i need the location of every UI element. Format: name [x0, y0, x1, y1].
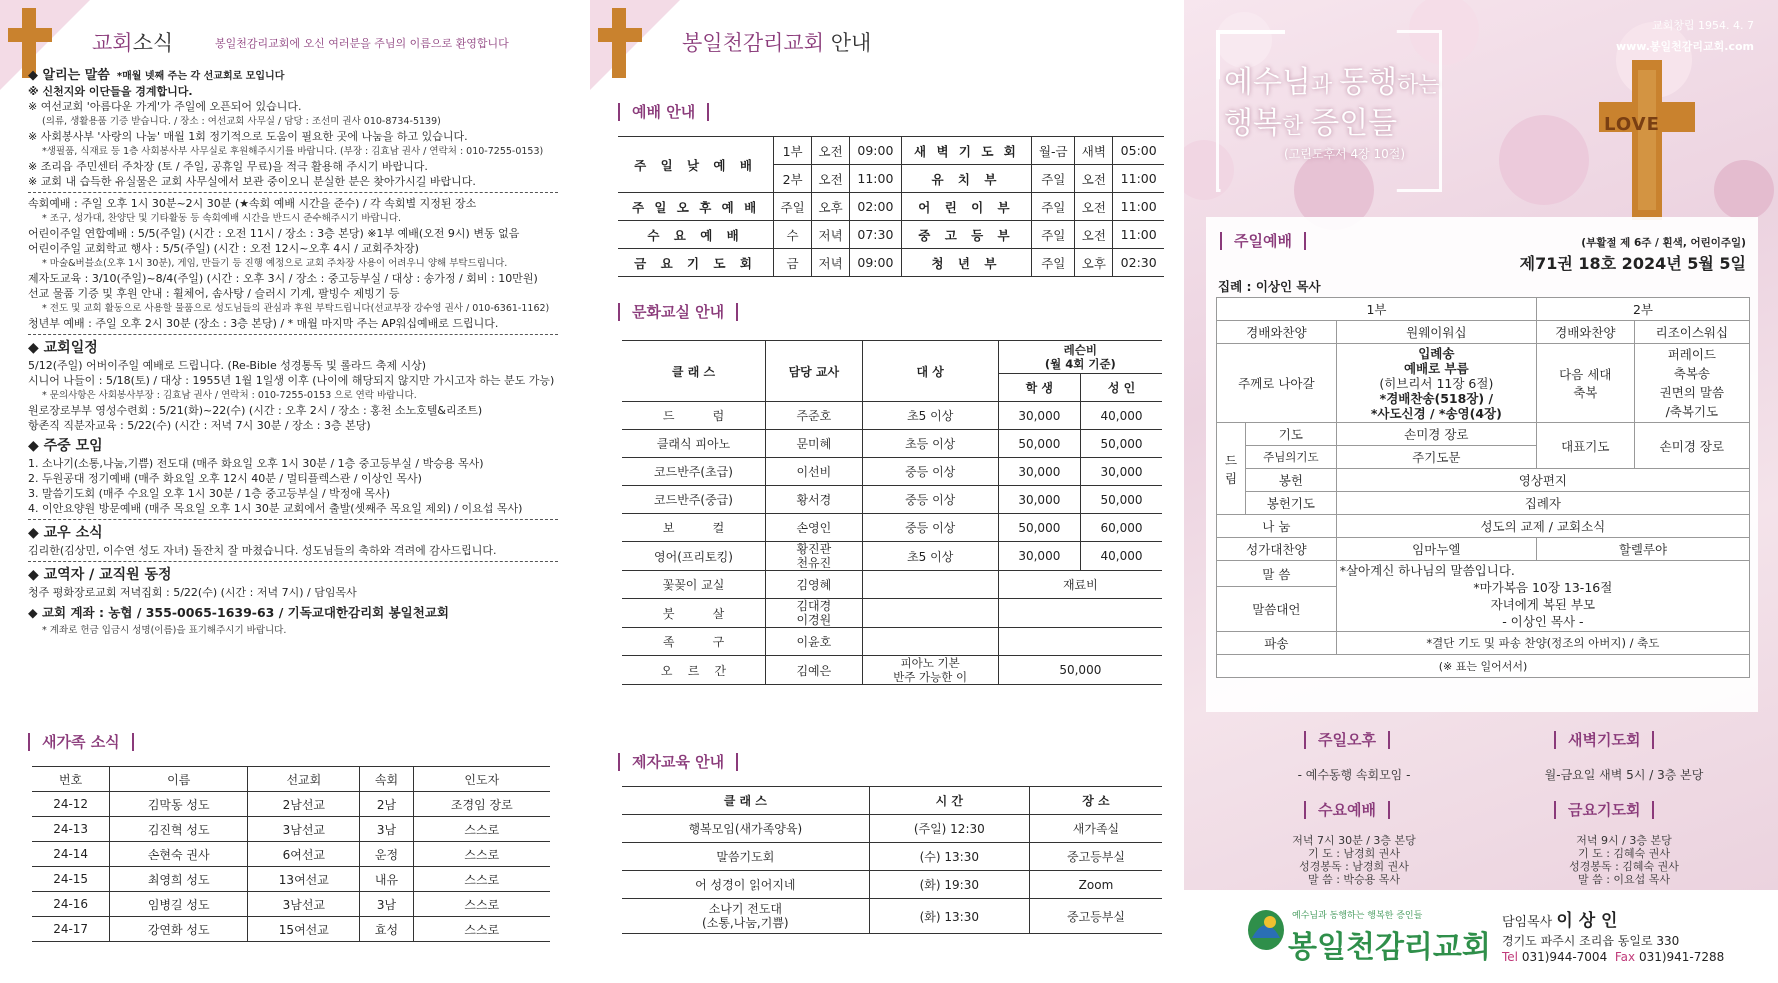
table-row: 봉헌기도 집례자 [1217, 492, 1750, 515]
wednesday-info: 저녁 7시 30분 / 3층 본당 기 도 : 남경희 권사 성경봉독 : 남경희 권사 말 씀 : 박승용 목사 [1292, 834, 1416, 886]
notice-item: 제자도교육 : 3/10(주일)~8/4(주일) (시간 : 오후 3시 / 장소 : 중고등부실 / 대상 : 송가정 / 회비 : 10만원) [28, 272, 538, 285]
table-row: 말씀기도회 (수) 13:30 중고등부실 [622, 843, 1162, 871]
love-cross-icon [1594, 60, 1704, 220]
ann-item: (의류, 생활용품 기증 받습니다. / 장소 : 여선교회 사무실 / 담당 : 조선미 권사 010-8734-5139) [42, 116, 441, 127]
weekly-item: 3. 말씀기도회 (매주 수요일 오후 1시 30분 / 1층 중고등부실 / 박정애 목사) [28, 487, 391, 500]
blessing-order: 퍼레이드 축복송 권면의 말씀 /축복기도 [1634, 344, 1749, 423]
table-row: 24-13 김진혁 성도 3남선교 3남 스스로 [32, 817, 550, 842]
account-note: * 계좌로 헌금 입금시 성명(이름)을 표기해주시기 바랍니다. [42, 625, 287, 636]
page-title: 교회소식 [92, 31, 174, 55]
table-row: 2부 오전 11:00 유 치 부 주일 오전 11:00 [618, 165, 1164, 193]
church-logo-icon [1246, 908, 1286, 952]
dawn-prayer-tag: 새벽기도회 [1554, 730, 1654, 749]
table-row: 24-17 강연화 성도 15여선교 효성 스스로 [32, 917, 550, 942]
notice-item: * 전도 및 교회 활동으로 사용할 물품으로 성도님들의 관심과 후원 부탁드립니다(선교부장 강수영 권사 / 010-6361-1162) [42, 303, 550, 314]
table-row: 파송 *결단 기도 및 파송 찬양(정조의 아버지) / 축도 [1217, 632, 1750, 655]
account-heading: ◆ 교회 계좌 : 농협 / 355-0065-1639-63 / 기독교대한감리회 봉일천교회 [28, 605, 449, 620]
table-header: 레슨비 (월 4회 기준) [998, 341, 1162, 374]
worship-order-table [1216, 297, 1750, 678]
banner-slogan: 예수님과 동행하는 행복한 증인들 (고린도후서 4장 10절) [1224, 65, 1440, 161]
divider [28, 334, 558, 335]
ann-item: ※ 신천지와 이단들을 경계합니다. [28, 85, 193, 98]
contact-info: Tel 031)944-7004 Fax 031)941-7288 [1502, 950, 1725, 964]
ann-item: ※ 조리읍 주민센터 주차장 (토 / 주일, 공휴일 무료)을 적극 활용해 주시기 바랍니다. [28, 160, 428, 173]
schedule-item: 원로장로부부 영성수련회 : 5/21(화)~22(수) (시간 : 오후 2시 / 장소 : 홍천 소노호텔&리조트) [28, 404, 483, 417]
notice-item: 선교 물품 기증 및 후원 안내 : 휠체어, 솜사탕 / 슬러시 기계, 팔빙수 제빙기 등 [28, 287, 400, 300]
divider [28, 192, 558, 193]
issue-date: 제71권 18호 2024년 5월 5일 [1519, 254, 1746, 273]
notice-item: 어린이주일 연합예배 : 5/5(주일) (시간 : 오전 11시 / 장소 : 3층 본당) ※1부 예배(오전 9시) 변동 없음 [28, 227, 520, 240]
schedule-item: 5/12(주일) 어버이주일 예배로 드립니다. (Re-Bible 성경통독 및 롤라드 축제 시상) [28, 359, 427, 372]
table-row: 성가대찬양 임마누엘 할렐루야 [1217, 538, 1750, 561]
ann-item: ※ 여선교회 '아름다운 가게'가 주일에 오픈되어 있습니다. [28, 100, 302, 113]
member-item: 김리한(김상민, 이수연 성도 자녀) 돌잔치 잘 마쳤습니다. 성도님들의 축하와 격려에 감사드립니다. [28, 544, 497, 557]
divider [28, 519, 558, 520]
disciple-class-table [622, 786, 1162, 934]
part-header: 2부 [1536, 298, 1749, 321]
ann-note: *매월 넷째 주는 각 선교회로 모입니다 [116, 71, 285, 82]
table-row: 족 구 이윤호 [622, 628, 1162, 656]
logo-slogan: 예수님과 동행하는 행복한 증인들 [1292, 911, 1423, 921]
sunday-worship-tag: 주일예배 [1220, 231, 1306, 250]
ann-item: ※ 사회봉사부 '사랑의 나눔' 매월 1회 정기적으로 도움이 필요한 곳에 나눔을 하고 있습니다. [28, 130, 468, 143]
table-row: 행복모임(새가족양육) (주일) 12:30 새가족실 [622, 815, 1162, 843]
ann-item: ※ 교회 내 습득한 유실물은 교회 사무실에서 보관 중이오니 분실한 분은 찾아가시길 바랍니다. [28, 175, 476, 188]
church-news-panel [0, 0, 590, 983]
schedule-item: * 문의사항은 사회봉사부장 : 김효남 권사 / 연락처 : 010-7255-0153 으로 연락 바랍니다. [42, 390, 417, 401]
dawn-prayer-text: 월-금요일 새벽 5시 / 3층 본당 [1544, 768, 1704, 782]
table-row: 주 일 오 후 예 배 주일 오후 02:00 어 린 이 부 주일 오전 11:00 [618, 193, 1164, 221]
table-row: 주님의기도 주기도문 [1217, 446, 1750, 469]
table-row: 말 씀 *살아계신 하나님의 말씀입니다. *마가복음 10장 13-16절 자녀에게 복된 부모 - 이상인 목사 - [1217, 561, 1750, 587]
table-header: 속회 [360, 767, 413, 792]
schedule-item: 항존직 직분자교육 : 5/22(수) (시간 : 저녁 7시 30분 / 장소 : 3층 본당) [28, 419, 371, 432]
divider [28, 561, 558, 562]
page-title: 봉일천감리교회 안내 [682, 31, 872, 55]
table-header: 담당 교사 [766, 341, 863, 402]
table-header: 선교회 [248, 767, 360, 792]
founding-date: 교회창립 1954. 4. 7 [1652, 19, 1754, 32]
table-row: 코드반주(중급) 황서경 중등 이상 30,000 50,000 [622, 486, 1162, 514]
table-row: 클래식 피아노 문미혜 초등 이상 50,000 50,000 [622, 430, 1162, 458]
table-row: 나 눔 성도의 교제 / 교회소식 [1217, 515, 1750, 538]
table-header: 클 래 스 [622, 341, 766, 402]
table-row: 금 요 기 도 회 금 저녁 09:00 청 년 부 주일 오후 02:30 [618, 249, 1164, 277]
table-header: 인도자 [413, 767, 550, 792]
table-row: 드림 기도 손미경 장로 대표기도 손미경 장로 [1217, 423, 1750, 446]
table-row: 경배와찬양 원웨이워십 경배와찬양 리조이스워십 [1217, 321, 1750, 344]
cross-text: LOVE [1604, 114, 1660, 135]
newfamily-tag: 새가족 소식 [28, 732, 134, 751]
friday-tag: 금요기도회 [1554, 800, 1654, 819]
table-row: 말씀대언 [1217, 587, 1750, 632]
sermon-info: *살아계신 하나님의 말씀입니다. *마가복음 10장 13-16절 자녀에게 복된 부모 - 이상인 목사 - [1336, 561, 1749, 632]
weekly-item: 1. 소나기(소통,나눔,기쁨) 전도대 (매주 화요일 오후 1시 30분 / 1층 중고등부실 / 박승용 목사) [28, 457, 484, 470]
table-row: 주께로 나아갈 입례송 예배로 부름 (히브리서 11장 6절) *경배찬송(518장) / *사도신경 / *송영(4장) 다음 세대 축복 퍼레이드 축복송 권면의 말씀 /축복기도 [1217, 344, 1750, 423]
church-url: www.봉일천감리교회.com [1615, 40, 1754, 53]
friday-info: 저녁 9시 / 3층 본당 기 도 : 김혜숙 권사 성경봉독 : 김혜숙 권사 말 씀 : 이요섭 목사 [1569, 834, 1679, 886]
culture-class-table [622, 340, 1162, 685]
worship-order-box [1206, 217, 1758, 712]
table-row: 오 르 간 김예은 피아노 기본 반주 가능한 이 50,000 [622, 656, 1162, 685]
table-header: 클 래 스 [622, 787, 869, 815]
announcements [28, 68, 558, 638]
part-header: 1부 [1217, 298, 1537, 321]
table-row: 드 럼 주준호 초5 이상 30,000 40,000 [622, 402, 1162, 430]
schedule-heading: ◆ 교회일정 [28, 340, 98, 356]
worship-schedule-table [618, 136, 1164, 277]
table-header: 장 소 [1029, 787, 1162, 815]
table-row: 24-14 손현숙 권사 6여선교 운정 스스로 [32, 842, 550, 867]
culture-class-tag: 문화교실 안내 [618, 302, 738, 321]
weekly-heading: ◆ 주중 모임 [28, 438, 103, 454]
notice-item: 속회예배 : 주일 오후 1시 30분~2시 30분 (★속회 예배 시간을 준수) / 각 속회별 지정된 장소 [28, 197, 477, 210]
table-row: 봉헌 영상편지 [1217, 469, 1750, 492]
table-header: 시 간 [869, 787, 1029, 815]
ann-item: *생필품, 식재료 등 1층 사회봉사부 사무실로 후원해주시기를 바랍니다. (부장 : 김효남 권사 / 연락처 : 010-7255-0153) [42, 146, 544, 157]
table-row: 24-16 임병길 성도 3남선교 3남 스스로 [32, 892, 550, 917]
weekly-item: 4. 이안요양원 방문예배 (매주 목요일 오후 1시 30분 교회에서 출발(셋째주 목요일 제외) / 이요섭 목사) [28, 502, 523, 515]
notice-item: 어린이주일 교회학교 행사 : 5/5(주일) (시간 : 오전 12시~오후 4시 / 교회주차장) [28, 242, 419, 255]
notice-item: * 마술&버블쇼(오후 1시 30분), 게임, 만들기 등 진행 예정으로 교회 주차장 사용이 어려우니 양해 부탁드립니다. [42, 258, 508, 269]
table-header: 이름 [110, 767, 248, 792]
table-header: 학 생 [998, 374, 1080, 402]
pastor-info: 담임목사 이 상 인 [1502, 911, 1618, 931]
table-row: 코드반주(초급) 이선비 중등 이상 30,000 30,000 [622, 458, 1162, 486]
opening-order: 입례송 예배로 부름 (히브리서 11장 6절) *경배찬송(518장) / *사도신경 / *송영(4장) [1336, 344, 1536, 423]
disciple-class-tag: 제자교육 안내 [618, 752, 738, 771]
table-row: 영어(프리토킹) 황진관 천유진 초5 이상 30,000 40,000 [622, 542, 1162, 571]
welcome-text: 봉일천감리교회에 오신 여러분을 주님의 이름으로 환영합니다 [215, 37, 509, 50]
table-row: 어 성경이 읽어지네 (화) 19:30 Zoom [622, 871, 1162, 899]
table-row: 붓 살 김대경 이경원 [622, 599, 1162, 628]
wednesday-tag: 수요예배 [1304, 800, 1390, 819]
cover-panel [1184, 0, 1778, 983]
worship-guide-tag: 예배 안내 [618, 102, 709, 121]
notice-item: 청년부 예배 : 주일 오후 2시 30분 (장소 : 3층 본당) / * 매월 마지막 주는 AP워십예배로 드립니다. [28, 317, 499, 330]
table-row: 24-12 김막동 성도 2남선교 2남 조경임 장로 [32, 792, 550, 817]
table-header: 대 상 [862, 341, 998, 402]
weekly-item: 2. 두원공대 정기예배 (매주 화요일 오후 12시 40분 / 멀티플렉스관 / 이상인 목사) [28, 472, 422, 485]
table-row: 수 요 예 배 수 저녁 07:30 중 고 등 부 주일 오전 11:00 [618, 221, 1164, 249]
afternoon-text: - 예수동행 속회모임 - [1297, 768, 1411, 782]
table-row: 소나기 전도대 (소통,나눔,기쁨) (화) 13:30 중고등부실 [622, 899, 1162, 934]
footer [1184, 890, 1778, 983]
table-row: 꽃꽂이 교실 김영혜 재료비 [622, 571, 1162, 599]
table-row: 주 일 낮 예 배 1부 오전 09:00 새 벽 기 도 회 월-금 새벽 05:00 [618, 137, 1164, 165]
table-header: 성 인 [1081, 374, 1163, 402]
church-address: 경기도 파주시 조리읍 동일로 330 [1502, 934, 1680, 948]
staff-heading: ◆ 교역자 / 교직원 동정 [28, 567, 172, 583]
officiant: 집례 : 이상인 목사 [1218, 279, 1321, 294]
schedule-item: 시니어 나들이 : 5/18(토) / 대상 : 1955년 1월 1일생 이후 (나이에 해당되지 않지만 가시고자 하는 분도 가능) [28, 374, 555, 387]
ann-heading: ◆ 알리는 말씀 [28, 68, 110, 83]
love-cross-image [590, 0, 680, 90]
staff-item: 청주 평화장로교회 저녁집회 : 5/22(수) (시간 : 저녁 7시) / 담임목사 [28, 586, 357, 599]
table-header: 번호 [32, 767, 110, 792]
newfamily-table [32, 766, 550, 942]
table-row: 24-15 최영희 성도 13여선교 내유 스스로 [32, 867, 550, 892]
table-row: (※ 표는 일어서서) [1217, 655, 1750, 678]
season-text: (부활절 제 6주 / 흰색, 어린이주일) [1581, 237, 1746, 249]
table-row: 보 컬 손영인 중등 이상 50,000 60,000 [622, 514, 1162, 542]
notice-item: * 조구, 성가대, 찬양단 및 기타활동 등 속회예배 시간을 반드시 준수해주시기 바랍니다. [42, 213, 402, 224]
logo-name: 봉일천감리교회 [1288, 930, 1491, 965]
church-guide-panel [590, 0, 1184, 983]
afternoon-tag: 주일오후 [1304, 730, 1390, 749]
member-heading: ◆ 교우 소식 [28, 525, 103, 541]
